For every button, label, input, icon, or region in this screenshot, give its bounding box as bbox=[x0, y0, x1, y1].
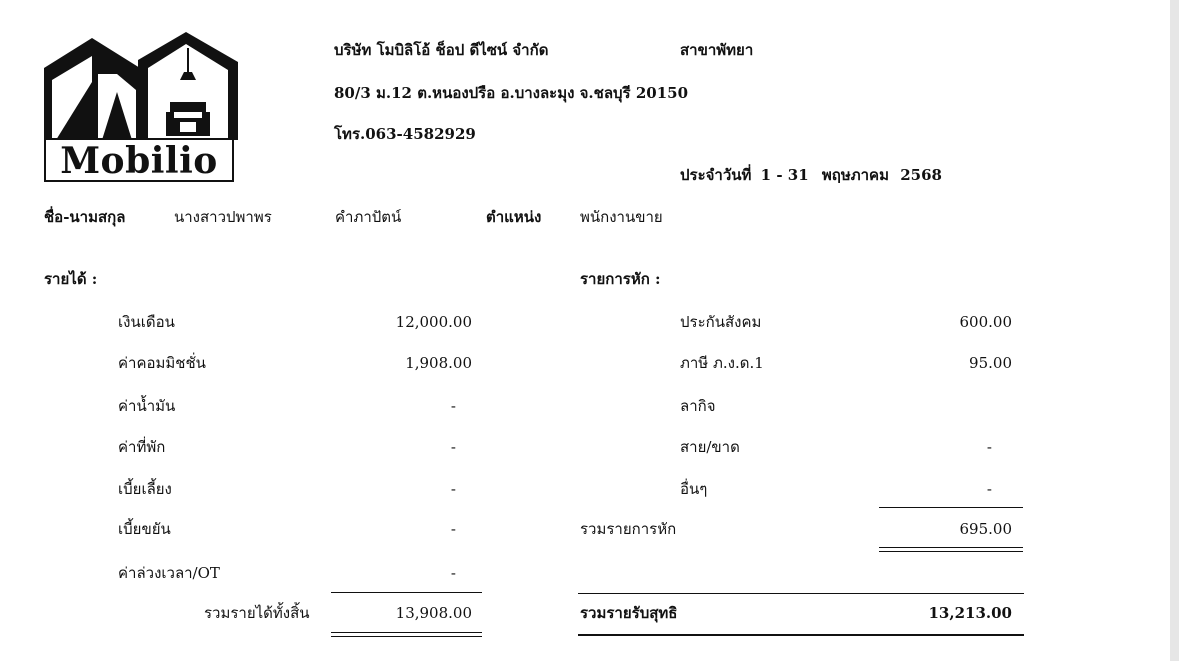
income-item-label: เบี้ยเลี้ยง bbox=[118, 480, 172, 498]
employee-name-label: ชื่อ-นามสกุล bbox=[44, 208, 126, 226]
income-item-label: ค่าคอมมิชชั่น bbox=[118, 354, 206, 372]
income-item-value: - bbox=[450, 397, 456, 415]
employee-position: พนักงานขาย bbox=[580, 208, 663, 226]
income-item-label: เบี้ยขยัน bbox=[118, 520, 171, 538]
logo-wordmark: Mobilio bbox=[60, 140, 218, 182]
income-item-label: ค่าล่วงเวลา/OT bbox=[118, 564, 220, 582]
income-item-label: ค่าน้ำมัน bbox=[118, 397, 176, 415]
income-item-label: เงินเดือน bbox=[118, 313, 175, 331]
deduction-total-label: รวมรายการหัก bbox=[580, 520, 677, 538]
income-header: รายได้ : bbox=[44, 270, 98, 288]
net-pay-label: รวมรายรับสุทธิ bbox=[580, 604, 678, 622]
net-top-rule bbox=[578, 593, 1024, 594]
period-year: 2568 bbox=[900, 166, 942, 184]
deduction-item-label: ประกันสังคม bbox=[680, 313, 762, 331]
deduction-item-label: สาย/ขาด bbox=[680, 438, 740, 456]
period-range: 1 - 31 bbox=[760, 166, 809, 184]
income-item-value: - bbox=[450, 438, 456, 456]
deduction-item-value: - bbox=[986, 438, 992, 456]
logo-wordmark-box bbox=[44, 138, 234, 182]
income-item-value: - bbox=[450, 520, 456, 538]
income-total-label: รวมรายได้ทั้งสิ้น bbox=[204, 604, 310, 622]
net-bottom-rule bbox=[578, 634, 1024, 636]
deduction-total-value: 695.00 bbox=[959, 520, 1012, 538]
company-address: 80/3 ม.12 ต.หนองปรือ อ.บางละมุง จ.ชลบุรี 20150 bbox=[334, 84, 689, 102]
scrollbar-track[interactable] bbox=[1170, 0, 1179, 661]
income-item-value: - bbox=[450, 564, 456, 582]
pay-period bbox=[680, 166, 942, 184]
deduction-total-double-rule bbox=[879, 547, 1023, 552]
employee-position-label: ตำแหน่ง bbox=[486, 208, 542, 226]
deductions-header: รายการหัก : bbox=[580, 270, 661, 288]
period-month: พฤษภาคม bbox=[821, 166, 889, 184]
deduction-item-value: - bbox=[986, 480, 992, 498]
income-item-value: - bbox=[450, 480, 456, 498]
income-item-value: 12,000.00 bbox=[395, 313, 472, 331]
deduction-item-value: 95.00 bbox=[969, 354, 1012, 372]
deduction-item-label: อื่นๆ bbox=[680, 480, 708, 498]
deduction-item-label: ภาษี ภ.ง.ด.1 bbox=[680, 354, 764, 372]
income-total-double-rule bbox=[331, 632, 482, 637]
employee-first-name: นางสาวปพาพร bbox=[174, 208, 272, 226]
deduction-total-rule bbox=[879, 507, 1023, 508]
period-label: ประจำวันที่ bbox=[680, 166, 752, 184]
deduction-item-value: 600.00 bbox=[959, 313, 1012, 331]
income-item-label: ค่าที่พัก bbox=[118, 438, 166, 456]
income-total-rule bbox=[331, 592, 482, 593]
employee-last-name: คำภาปัตน์ bbox=[335, 208, 402, 226]
deduction-item-label: ลากิจ bbox=[680, 397, 716, 415]
company-name: บริษัท โมบิลิโอ้ ช็อป ดีไซน์ จำกัด bbox=[334, 41, 549, 59]
income-item-value: 1,908.00 bbox=[405, 354, 472, 372]
income-total-value: 13,908.00 bbox=[395, 604, 472, 622]
company-branch: สาขาพัทยา bbox=[680, 41, 754, 59]
company-phone: โทร.063-4582929 bbox=[334, 125, 476, 143]
net-pay-value: 13,213.00 bbox=[928, 604, 1012, 622]
